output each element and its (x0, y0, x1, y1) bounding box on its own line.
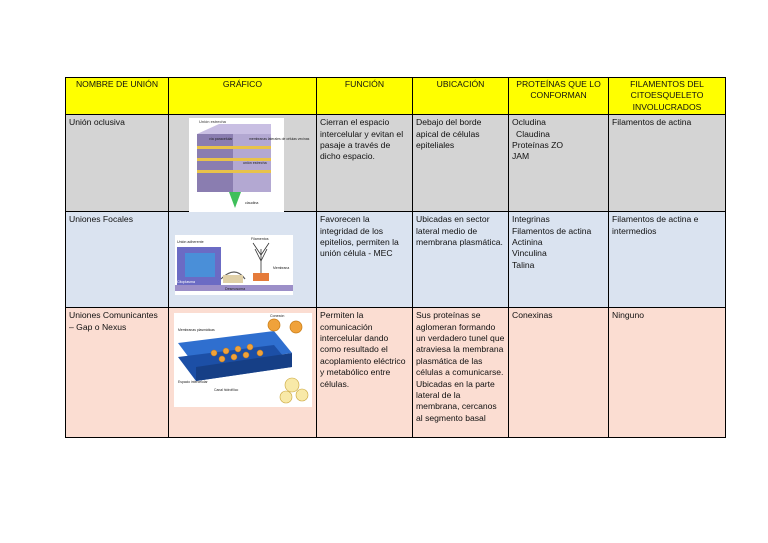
label-conexon: Conexón (270, 314, 285, 319)
cell-filaments: Filamentos de actina (609, 115, 726, 212)
cell-function: Permiten la comunicación intercelular dando como resultado el acoplamiento eléctrico y metabólico entre células. (317, 308, 413, 438)
header-proteinas: PROTEÍNAS QUE LO CONFORMAN (509, 78, 609, 115)
protein-item: Talina (512, 259, 535, 270)
label-union-adherente: Unión adherente (177, 240, 204, 245)
cell-graphic (169, 212, 317, 308)
cell-function: Favorecen la integridad de los epitelios, permiten la unión célula - MEC (317, 212, 413, 308)
header-funcion: FUNCIÓN (317, 78, 413, 115)
header-nombre: NOMBRE DE UNIÓN (66, 78, 169, 115)
cell-filaments: Ninguno (609, 308, 726, 438)
label-desmosoma: Desmosoma (225, 287, 246, 292)
cell-location: Debajo del borde apical de células epiteliales (413, 115, 509, 212)
protein-item: JAM (512, 151, 530, 162)
header-filamentos: FILAMENTOS DEL CITOESQUELETO INVOLUCRADOS (609, 78, 726, 115)
cell-proteins (509, 115, 609, 212)
label-union-estrecha: Unión estrecha (199, 119, 226, 125)
protein-item: Conexinas (512, 310, 553, 321)
focal-adhesion-diagram (175, 235, 293, 295)
gap-junction-illustration (174, 313, 312, 407)
label-espacio-intercelular: Espacio intercelular (178, 380, 208, 385)
label-union-estrecha-2: unión estrecha (243, 161, 267, 166)
label-claudina: claudina (245, 201, 259, 206)
label-membranas-plasmaticas: Membranas plasmáticas (178, 328, 215, 333)
header-grafico: GRÁFICO (169, 78, 317, 115)
cell-proteins (509, 308, 609, 438)
tight-junction-diagram (189, 118, 310, 214)
table-row (66, 308, 726, 438)
protein-item: Integrinas (512, 214, 550, 225)
protein-item: Claudina (516, 128, 550, 139)
junctions-table (65, 77, 726, 438)
cell-location: Sus proteínas se aglomeran formando un verdadero tunel que atraviesa la membrana plasmática de las células a comunicarse. Ubicadas en la parte lateral de la membrana, cercanos al segmento basal (413, 308, 509, 438)
protein-item: Filamentos de actina (512, 225, 592, 236)
label-membrana: Membrana (273, 266, 290, 271)
focal-adhesion-illustration (175, 235, 293, 295)
table-row (66, 212, 726, 308)
label-via-paracelular: vía paracelular (209, 137, 233, 142)
cell-graphic (169, 308, 317, 438)
table-row (66, 115, 726, 212)
label-citoplasma: Citoplasma (177, 280, 195, 285)
cell-name: Unión oclusiva (66, 115, 169, 212)
header-ubicacion: UBICACIÓN (413, 78, 509, 115)
gap-junction-diagram (174, 313, 312, 407)
protein-item: Vinculina (512, 248, 547, 259)
cell-name: Uniones Comunicantes – Gap o Nexus (66, 308, 169, 438)
label-filamentos: Filamentos (251, 237, 269, 242)
protein-item: Proteínas ZO (512, 140, 564, 151)
cell-proteins (509, 212, 609, 308)
label-canal-hidrofilico: Canal hidrofílico (214, 388, 239, 393)
protein-item: Ocludina (512, 117, 546, 128)
cell-graphic (169, 115, 317, 212)
header-row (66, 78, 726, 115)
protein-item: Actinina (512, 237, 543, 248)
cell-name: Uniones Focales (66, 212, 169, 308)
tight-junction-illustration (189, 118, 310, 214)
cell-filaments: Filamentos de actina e intermedios (609, 212, 726, 308)
label-membranas: membranas laterales de células vecinas (249, 137, 310, 142)
cell-function: Cierran el espacio intercelular y evitan el pasaje a través de dicho espacio. (317, 115, 413, 212)
cell-location: Ubicadas en sector lateral medio de membrana plasmática. (413, 212, 509, 308)
